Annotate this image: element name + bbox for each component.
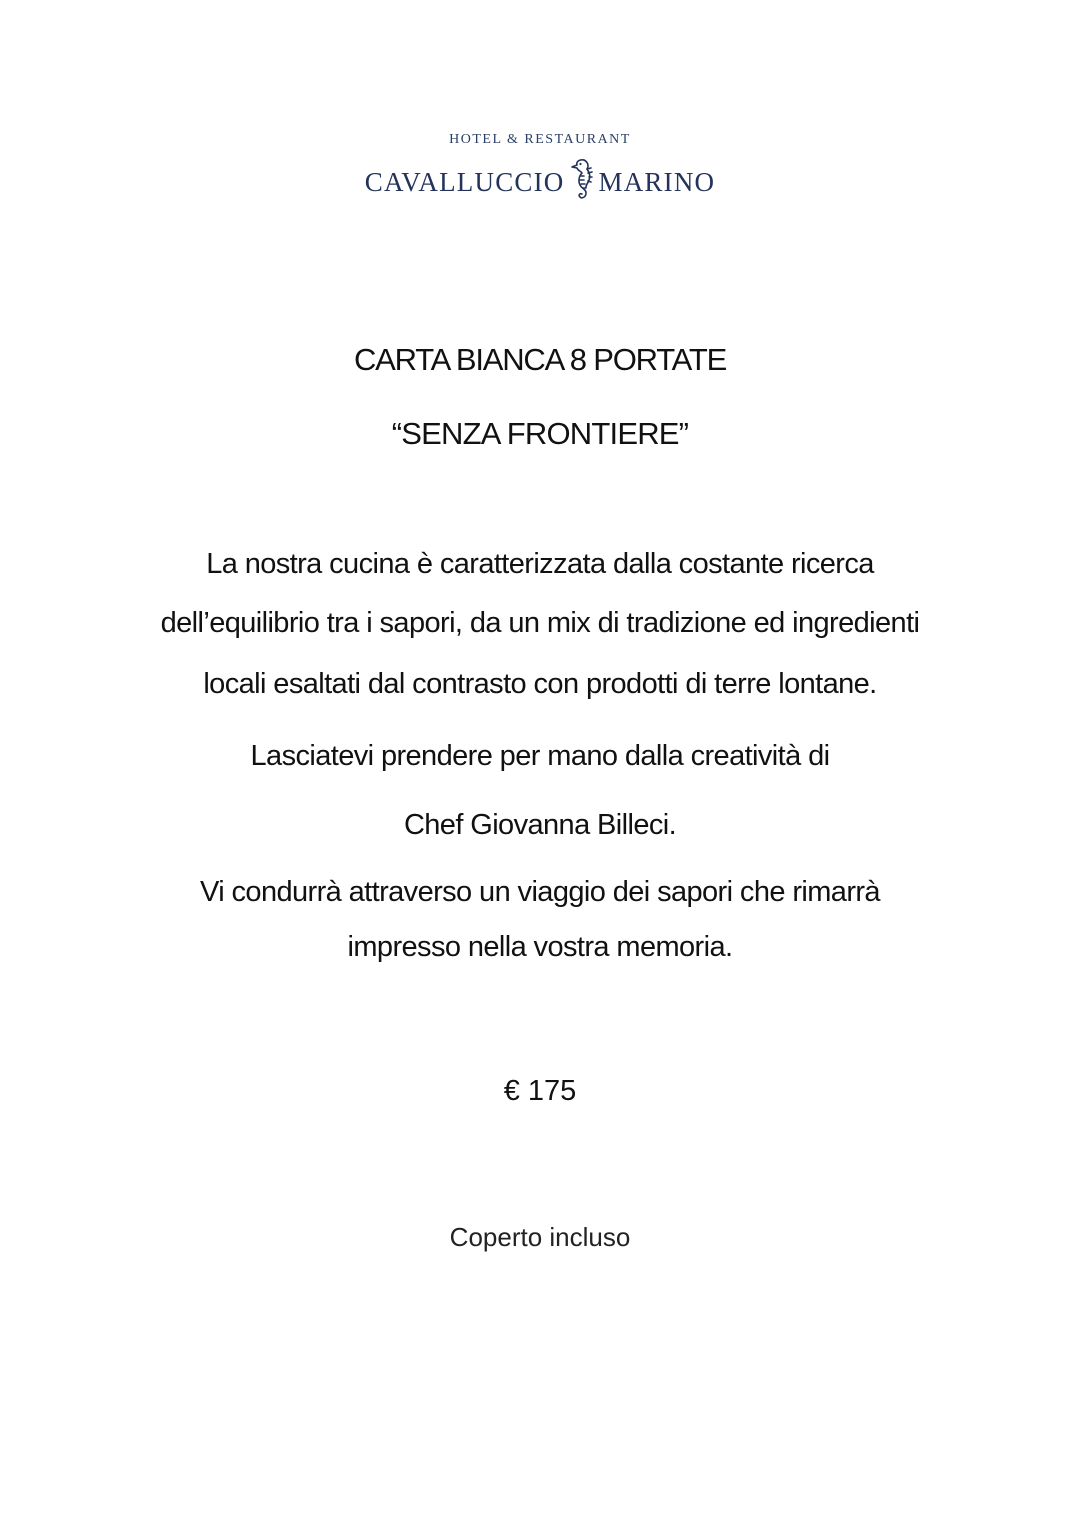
description-line: Chef Giovanna Billeci.	[403, 809, 677, 841]
description-line: La nostra cucina è caratterizzata dalla costante ricerca	[206, 548, 874, 580]
description-line: Vi condurrà attraverso un viaggio dei sapori che rimarrà	[200, 876, 880, 908]
seahorse-icon	[567, 156, 597, 204]
logo-right-word: MARINO	[598, 166, 716, 197]
menu-price: € 175	[503, 1075, 577, 1107]
description-line: dell’equilibrio tra i sapori, da un mix di tradizione ed ingredienti	[160, 607, 920, 639]
logo-tagline: HOTEL & RESTAURANT	[449, 132, 631, 147]
menu-subtitle: “SENZA FRONTIERE”	[391, 416, 689, 451]
description-line: impresso nella vostra memoria.	[347, 931, 733, 963]
description-line: locali esaltati dal contrasto con prodotti di terre lontane.	[203, 668, 877, 700]
logo-wordmark	[0, 160, 1080, 204]
logo	[0, 132, 1080, 204]
cover-note: Coperto incluso	[449, 1222, 631, 1252]
description-line: Lasciatevi prendere per mano dalla creatività di	[250, 740, 830, 772]
menu-title: CARTA BIANCA 8 PORTATE	[353, 342, 727, 377]
logo-left-word: CAVALLUCCIO	[364, 166, 565, 197]
